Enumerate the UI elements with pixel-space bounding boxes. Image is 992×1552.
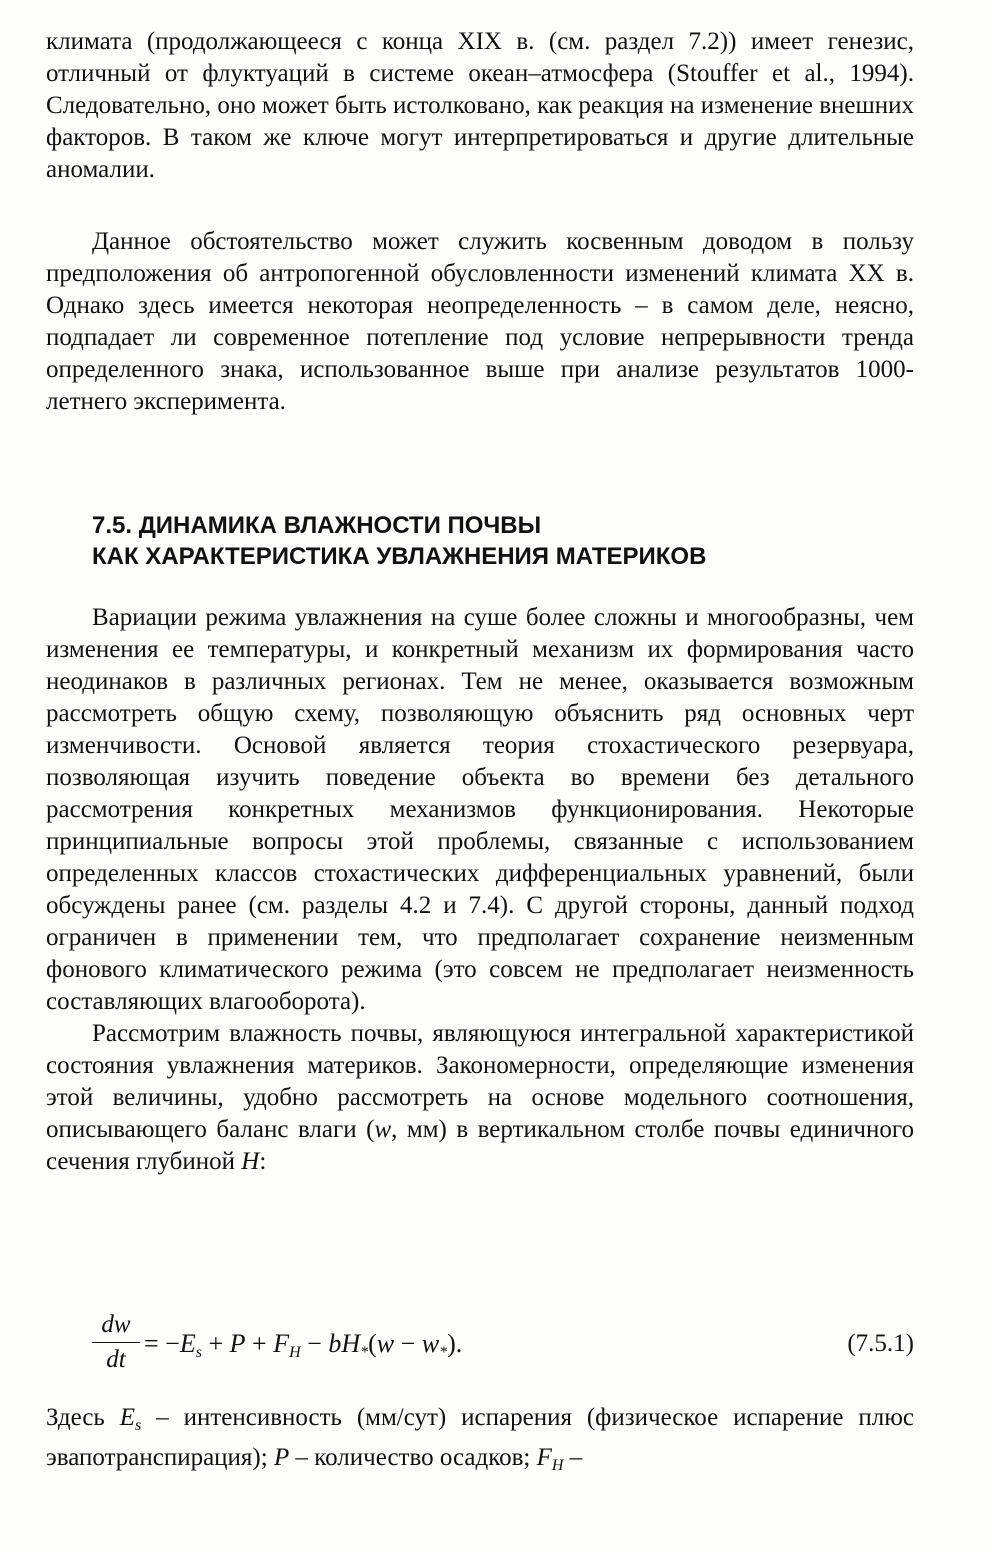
paragraph-4-part-b: , мм) в вертикальном столбе почвы единичного сечения глубиной [46,1116,914,1175]
paragraph-4-part-c: : [259,1148,267,1175]
symbol-w: w [374,1116,392,1143]
equation-right-hand-side: = $-E_s + P + F_H - bH_*(w - w_*)$. [144,1329,463,1361]
section-heading-line-2: КАК ХАРАКТЕРИСТИКА УВЛАЖНЕНИЯ МАТЕРИКОВ [92,543,707,570]
section-body [46,602,914,1178]
section-heading [92,510,912,572]
equation-7-5-1 [92,1310,914,1382]
paragraph-5-text [46,1402,914,1482]
fraction-bar [92,1342,140,1343]
paragraph-1 [46,26,914,186]
paragraph-5-part-c: – количество осадков; [289,1444,537,1471]
fraction-numerator: dw [101,1311,131,1338]
fraction-denominator: dt [106,1346,126,1373]
symbol-H: H [241,1148,260,1175]
equation-number: (7.5.1) [847,1330,914,1357]
equation-fraction [92,1310,140,1375]
symbol-F-subscript: H [551,1457,564,1474]
paragraph-1-text: климата (продолжающееся с конца XIX в. (см. раздел 7.2)) имеет генезис, отличный от флуктуаций в системе океан–атмосфера (Stouffer et al., 1994). Следовательно, оно может быть истолковано, как реакция на изменение внешних факторов. В таком же ключе могут интерпретироваться и другие длительные аномалии. [46,28,914,183]
paragraph-5 [46,1402,914,1482]
paragraph-2-text: Данное обстоятельство может служить косвенным доводом в пользу предположения об антропогенной обусловленности изменений климата XX в. Однако здесь имеется некоторая неопределенность – в самом деле, неясно, подпадает ли современное потепление под условие непрерывности тренда определенного знака, использованное выше при анализе результатов 1000-летнего эксперимента. [46,228,914,415]
paragraph-3-text: Вариации режима увлажнения на суше более сложны и многообразны, чем изменения ее температуры, и конкретный механизм их формирования часто неодинаков в различных регионах. Тем не менее, оказывается возможным рассмотреть общую схему, позволяющую объяснить ряд основных черт изменчивости. Основой является теория стохастического резервуара, позволяющая изучить поведение объекта во времени без детального рассмотрения конкретных механизмов функционирования. Некоторые принципиальные вопросы этой проблемы, связанные с использованием определенных классов стохастических дифференциальных уравнений, были обсуждены ранее (см. разделы 4.2 и 7.4). С другой стороны, данный подход ограничен в применении тем, что предполагает сохранение неизменным фонового климатического режима (это совсем не предполагает неизменность составляющих влагооборота). [46,604,914,1015]
symbol-F: F [536,1444,552,1471]
paragraph-5-part-d: – [563,1444,583,1471]
paragraph-5-part-a: Здесь [46,1404,120,1431]
section-heading-line-1: 7.5. ДИНАМИКА ВЛАЖНОСТИ ПОЧВЫ [92,512,542,539]
paragraph-4-part-a: Рассмотрим влажность почвы, являющуюся интегральной характеристикой состояния увлажнения материков. Закономерности, определяющие изменения этой величины, удобно рассмотреть на основе модельного соотношения, описывающего баланс влаги ( [46,1020,914,1143]
symbol-P: P [273,1444,290,1471]
paragraph-2 [46,226,914,418]
paragraph-5-part-b: – интенсивность (мм/сут) испарения (физическое испарение плюс эвапотранспирация); [46,1404,914,1471]
symbol-E-subscript: s [135,1417,142,1434]
paragraph-4-text [46,1018,914,1178]
symbol-E: E [119,1404,136,1431]
